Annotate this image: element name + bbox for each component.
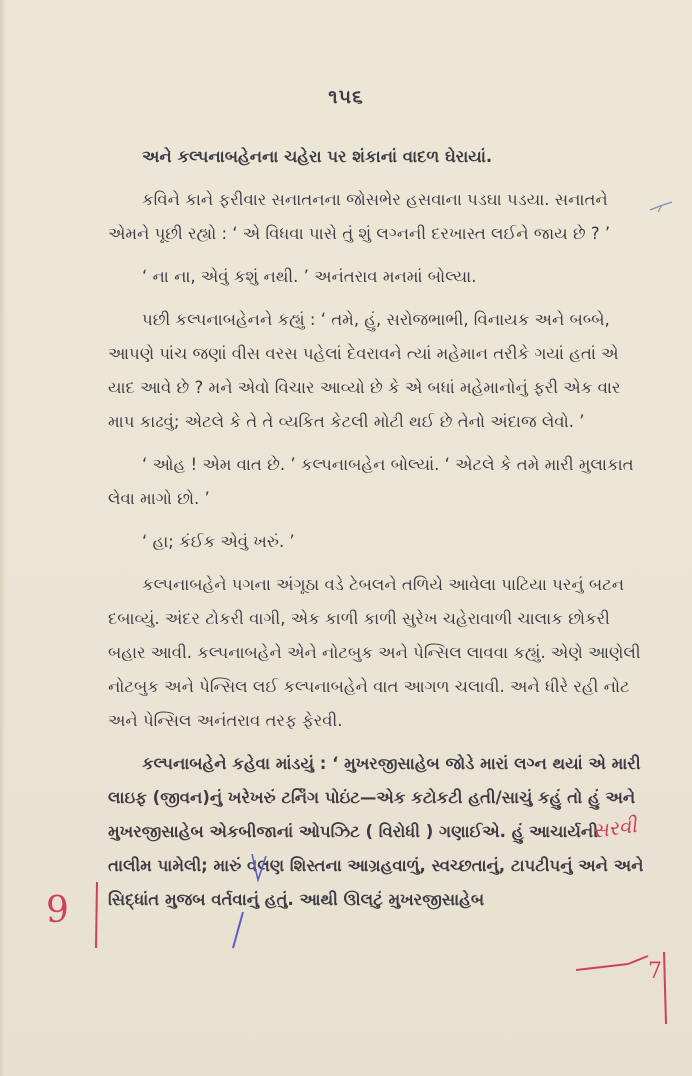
paragraph-4: પછી કલ્પનાબહેનને કહ્યું : ‘ તમે, હું, સરોજભાભી, વિનાયક અને બબ્બે, આપણે પાંચ જણાં વીસ વરસ પહેલાં દેવરાવને ત્યાં મહેમાન તરીકે ગયાં હતાં એ યાદ આવે છે ? મને એવો વિચાર આવ્યો છે કે એ બધાં મહેમાનોનું ફરી એક વાર માપ કાઢવું; એટલે કે તે તે વ્યકિત કેટલી મોટી થઈ છે તેનો અંદાજ લેવો. ’ bbox=[108, 310, 621, 431]
margin-note-right: સરવી bbox=[590, 813, 639, 843]
paragraph-5: ‘ ઓહ ! એમ વાત છે. ’ કલ્પનાબહેન બોલ્યાં. ‘ એટલે કે તમે મારી મુલાકાત લેવા માગો છો. ’ bbox=[108, 455, 634, 508]
svg-text:7: 7 bbox=[648, 959, 662, 984]
page-edge bbox=[0, 0, 6, 1076]
margin-number-left: 9 bbox=[46, 890, 69, 931]
margin-tick-mark bbox=[648, 200, 674, 216]
paragraph-3: ‘ ના ના, એવું કશું નથી. ’ અનંતરાવ મનમાં બોલ્યા. bbox=[142, 267, 477, 286]
strike-arrow-mark bbox=[568, 948, 678, 1028]
paragraph-8: કલ્પનાબહેને કહેવા માંડયું : ‘ મુખરજીસાહેબ જોડે મારાં લગ્ન થયાં એ મારી લાઇફ (જીવન)નું ખરેખરું ટર્નિંગ પોઇંટ—એક કટોકટી હતી/સાચું કહું તો હું અને મુખરજીસાહેબ એકબીજાનાં ઓપઝિટ ( વિરોધી ) ગણાઈએ. હું આચાર્યની તાલીમ પામેલી; મારું વલણ શિસ્તના આગ્રહવાળું, સ્વચ્છતાનું, ટાપટીપનું અને અને સિદ્ધાંત મુજબ વર્તવાનું હતું. આથી ઊલટું મુખરજીસાહેબ bbox=[108, 754, 644, 909]
paragraph-2: કવિને કાને ફરીવાર સનાતનના જોસભેર હસવાના પડઘા પડયા. સનાતને એમને પૂછી રહ્યો : ‘ એ વિધવા પાસે તું શું લગ્નની દરખાસ્ત લઈને જાય છે ? ’ bbox=[108, 190, 611, 243]
paragraph-7: કલ્પનાબહેને પગના અંગૂઠા વડે ટેબલને તળિયે આવેલા પાટિયા પરનું બટન દબાવ્યું. અંદર ટોકરી વાગી, એક કાળી કાળી સુરેખ ચહેરાવાળી ચાલાક છોકરી બહાર આવી. કલ્પનાબહેને એને નોટબુક અને પેન્સિલ લાવવા કહ્યું. એણે આણેલી નોટબુક અને પેન્સિલ લઈ કલ્પનાબહેને વાત આગળ ચલાવી. અને ધીરે રહી નોટ અને પેન્સિલ અનંતરાવ તરફ ફેરવી. bbox=[108, 575, 641, 730]
paragraph-6: ‘ હા; કંઈક એવું ખરું. ’ bbox=[142, 532, 295, 551]
page-number: ૧૫૬ bbox=[328, 86, 364, 108]
body-text bbox=[108, 140, 644, 926]
pen-slash-mark bbox=[231, 910, 245, 950]
paragraph-1: અને કલ્પનાબહેનના ચહેરા પર શંકાનાં વાદળ ઘેરાયાં. bbox=[142, 147, 493, 166]
pen-caret-mark bbox=[248, 852, 268, 882]
margin-bracket-left bbox=[92, 880, 102, 950]
